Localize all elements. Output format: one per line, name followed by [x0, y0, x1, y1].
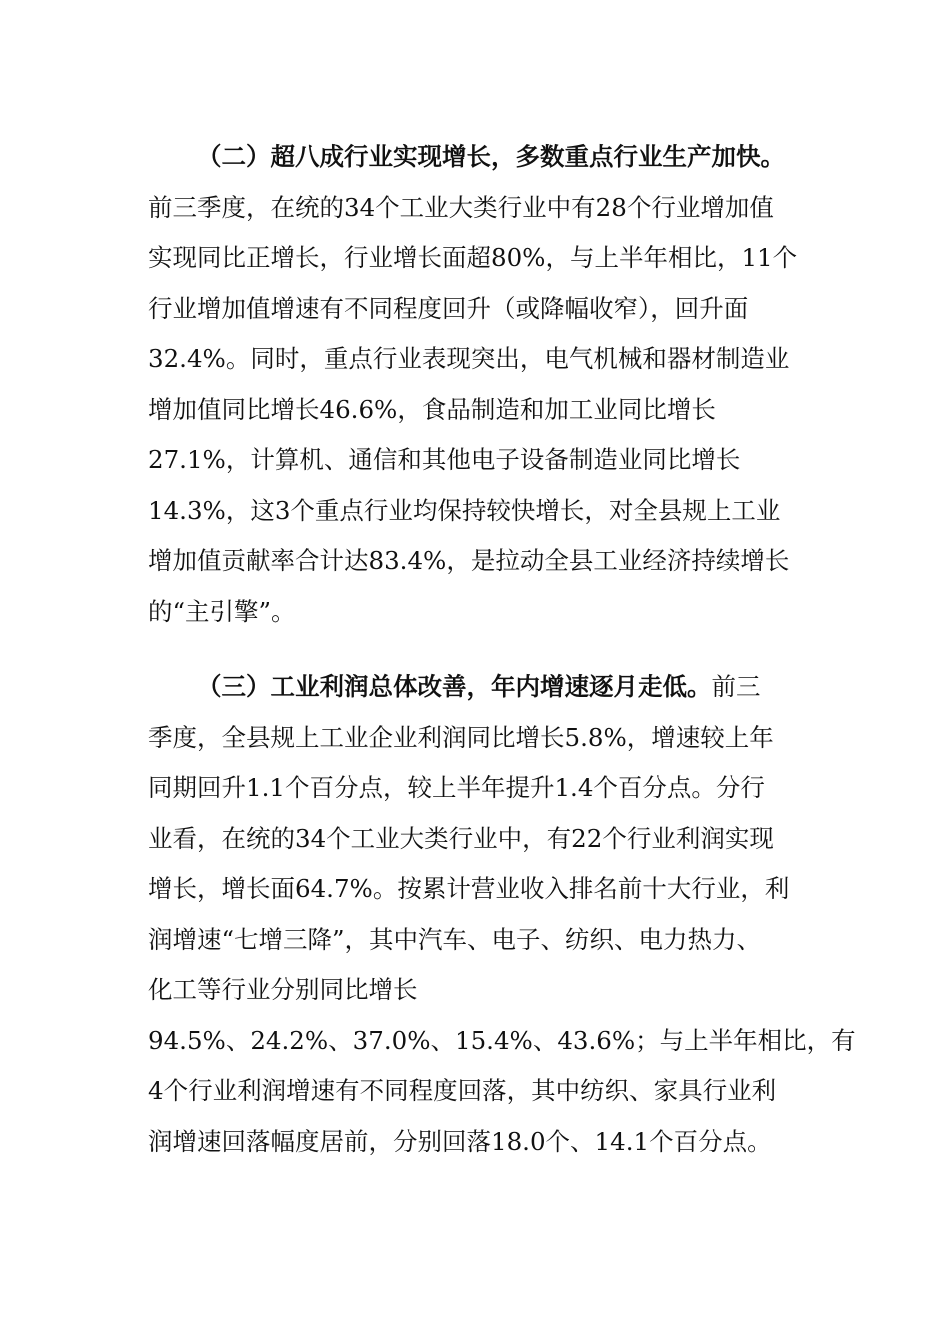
paragraph-line: 增长，增长面64.7%。按累计营业收入排名前十大行业，利 — [148, 874, 790, 903]
section-heading: （三）工业利润总体改善，年内增速逐月走低。 — [197, 672, 712, 701]
section-heading: （二）超八成行业实现增长，多数重点行业生产加快。 — [197, 142, 785, 171]
paragraph-line: 前三季度，在统的34个工业大类行业中有28个行业增加值 — [148, 192, 774, 222]
paragraph-line: 季度，全县规上工业企业利润同比增长5.8%，增速较上年 — [148, 722, 774, 752]
paragraph-line: 27.1%，计算机、通信和其他电子设备制造业同比增长 — [148, 445, 741, 474]
section-first-line — [148, 662, 808, 713]
paragraph-line: 增加值贡献率合计达83.4%，是拉动全县工业经济持续增长 — [148, 546, 790, 575]
paragraph-line: 4个行业利润增速有不同程度回落，其中纺织、家具行业利 — [148, 1076, 777, 1105]
paragraph-line: 实现同比正增长，行业增长面超80%，与上半年相比，11个 — [148, 243, 798, 272]
paragraph-line: 润增速回落幅度居前，分别回落18.0个、14.1个百分点。 — [148, 1126, 772, 1156]
paragraph-line: 的“主引擎”。 — [148, 596, 296, 626]
paragraph-text: 前三 — [711, 672, 761, 701]
paragraph-line: 94.5%、24.2%、37.0%、15.4%、43.6%；与上半年相比，有 — [148, 1025, 856, 1055]
section-two — [148, 132, 808, 637]
paragraph-line: 行业增加值增速有不同程度回升（或降幅收窄），回升面 — [148, 293, 749, 323]
section-three — [148, 662, 856, 1167]
paragraph-line: 增加值同比增长46.6%，食品制造和加工业同比增长 — [148, 394, 716, 424]
paragraph-line: 14.3%，这3个重点行业均保持较快增长，对全县规上工业 — [148, 495, 781, 525]
paragraph-line: 业看，在统的34个工业大类行业中，有22个行业利润实现 — [148, 823, 774, 853]
paragraph-line: 同期回升1.1个百分点，较上半年提升1.4个百分点。分行 — [148, 773, 765, 802]
paragraph-line: 32.4%。同时，重点行业表现突出，电气机械和器材制造业 — [148, 344, 790, 373]
paragraph-line: 润增速“七增三降”，其中汽车、电子、纺织、电力热力、 — [148, 924, 762, 954]
paragraph-line: 化工等行业分别同比增长 — [148, 975, 418, 1004]
